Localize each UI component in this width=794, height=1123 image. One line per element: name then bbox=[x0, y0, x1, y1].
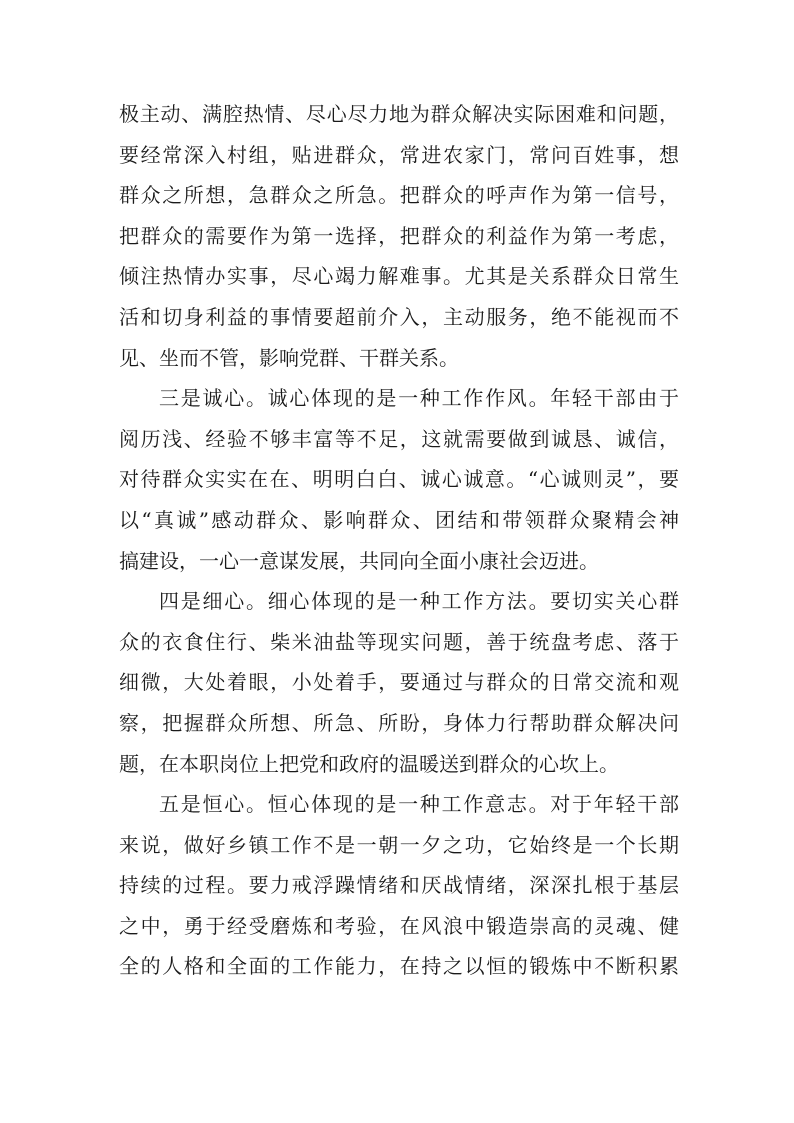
paragraph-first-line: 五是恒心。恒心体现的是一种工作意志。对于年轻干部 bbox=[159, 792, 679, 817]
text-line: 以“真诚”感动群众、影响群众、团结和带领群众聚精会神 bbox=[119, 507, 679, 532]
paragraph-first-line: 三是诚心。诚心体现的是一种工作作风。年轻干部由于 bbox=[159, 386, 679, 411]
text-line: 倾注热情办实事，尽心竭力解难事。尤其是关系群众日常生 bbox=[119, 264, 679, 289]
text-line: 众的衣食住行、柴米油盐等现实问题，善于统盘考虑、落于 bbox=[119, 629, 679, 654]
text-line: 把群众的需要作为第一选择，把群众的利益作为第一考虑， bbox=[119, 223, 679, 248]
text-line: 极主动、满腔热情、尽心尽力地为群众解决实际困难和问题， bbox=[119, 102, 679, 126]
text-line: 阅历浅、经验不够丰富等不足，这就需要做到诚恳、诚信， bbox=[119, 426, 679, 451]
paragraph-first-line: 四是细心。细心体现的是一种工作方法。要切实关心群 bbox=[159, 589, 679, 614]
text-line: 察，把握群众所想、所急、所盼，身体力行帮助群众解决问 bbox=[119, 710, 679, 735]
text-line: 持续的过程。要力戒浮躁情绪和厌战情绪，深深扎根于基层 bbox=[119, 873, 679, 898]
text-line: 要经常深入村组，贴进群众，常进农家门，常问百姓事，想 bbox=[119, 142, 679, 167]
text-line: 全的人格和全面的工作能力，在持之以恒的锻炼中不断积累 bbox=[119, 954, 679, 979]
text-line: 之中，勇于经受磨炼和考验，在风浪中锻造崇高的灵魂、健 bbox=[119, 913, 679, 938]
text-line: 群众之所想，急群众之所急。把群众的呼声作为第一信号， bbox=[119, 183, 679, 208]
text-line: 见、坐而不管，影响党群、干群关系。 bbox=[119, 345, 459, 370]
body-text bbox=[119, 94, 679, 987]
text-line: 对待群众实实在在、明明白白、诚心诚意。“心诚则灵”，要 bbox=[119, 467, 679, 492]
text-line: 活和切身利益的事情要超前介入，主动服务，绝不能视而不 bbox=[119, 304, 679, 329]
text-line: 来说，做好乡镇工作不是一朝一夕之功，它始终是一个长期 bbox=[119, 832, 679, 857]
text-line: 题，在本职岗位上把党和政府的温暖送到群众的心坎上。 bbox=[119, 751, 619, 776]
text-line: 细微，大处着眼，小处着手，要通过与群众的日常交流和观 bbox=[119, 670, 679, 695]
text-line: 搞建设，一心一意谋发展，共同向全面小康社会迈进。 bbox=[119, 548, 599, 573]
